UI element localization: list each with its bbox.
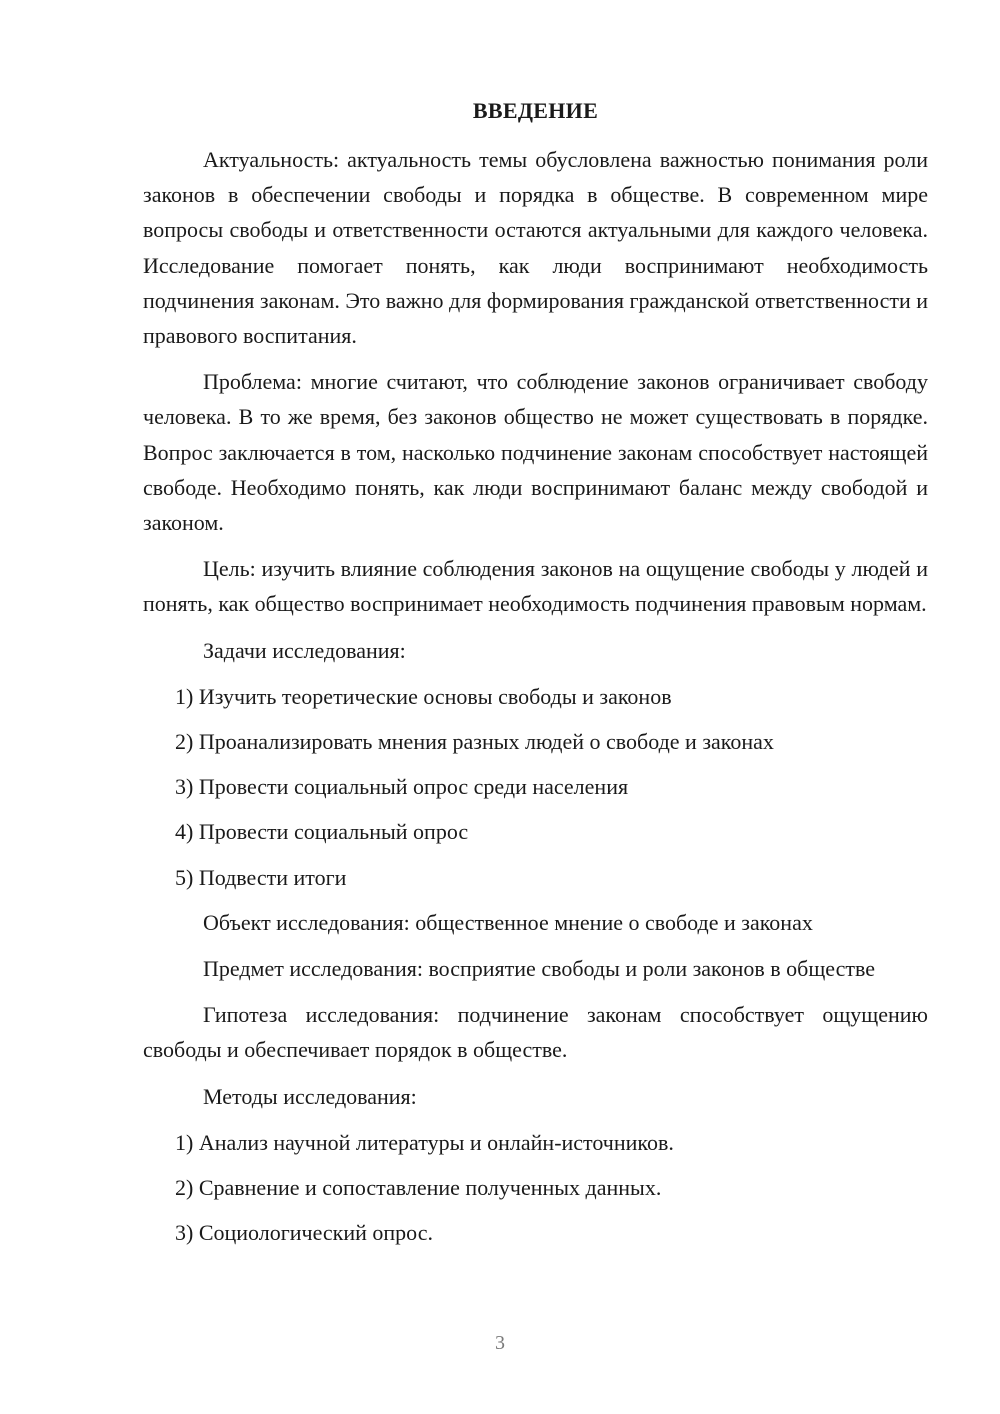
task-item: 2) Проанализировать мнения разных людей о свободе и законах xyxy=(175,729,774,755)
subject-paragraph: Предмет исследования: восприятие свободы и роли законов в обществе xyxy=(203,956,876,982)
object-paragraph: Объект исследования: общественное мнение о свободе и законах xyxy=(203,909,813,935)
tasks-heading: Задачи исследования: xyxy=(203,637,406,663)
goal-paragraph: Цель: изучить влияние соблюдения законов на ощущение свободы у людей и понять, как общество воспринимает необходимость подчинения правовым нормам. xyxy=(143,556,928,617)
method-item: 1) Анализ научной литературы и онлайн-источников. xyxy=(175,1129,674,1155)
document-page xyxy=(143,92,928,1260)
task-item: 1) Изучить теоретические основы свободы и законов xyxy=(175,683,672,709)
task-item: 5) Подвести итоги xyxy=(175,864,347,890)
problem-paragraph: Проблема: многие считают, что соблюдение законов ограничивает свободу человека. В то же время, без законов общество не может существовать в порядке. Вопрос заключается в том, насколько подчинение законам способствует настоящей свободе. Необходимо понять, как люди воспринимают баланс между свободой и законом. xyxy=(143,369,928,536)
relevance-paragraph: Актуальность: актуальность темы обусловлена важностью понимания роли законов в обеспечении свободы и порядка в обществе. В современном мире вопросы свободы и ответственности остаются актуальными для каждого человека. Исследование помогает понять, как люди воспринимают необходимость подчинения законам. Это важно для формирования гражданской ответственности и правового воспитания. xyxy=(143,147,928,349)
page-number: 3 xyxy=(495,1332,505,1354)
method-item: 2) Сравнение и сопоставление полученных данных. xyxy=(175,1175,662,1201)
method-item: 3) Социологический опрос. xyxy=(175,1220,433,1246)
task-item: 3) Провести социальный опрос среди населения xyxy=(175,774,629,800)
hypothesis-paragraph: Гипотеза исследования: подчинение законам способствует ощущению свободы и обеспечивает порядок в обществе. xyxy=(143,1002,928,1063)
section-title: ВВЕДЕНИЕ xyxy=(472,98,599,123)
methods-heading: Методы исследования: xyxy=(203,1083,417,1109)
task-item: 4) Провести социальный опрос xyxy=(175,819,469,845)
